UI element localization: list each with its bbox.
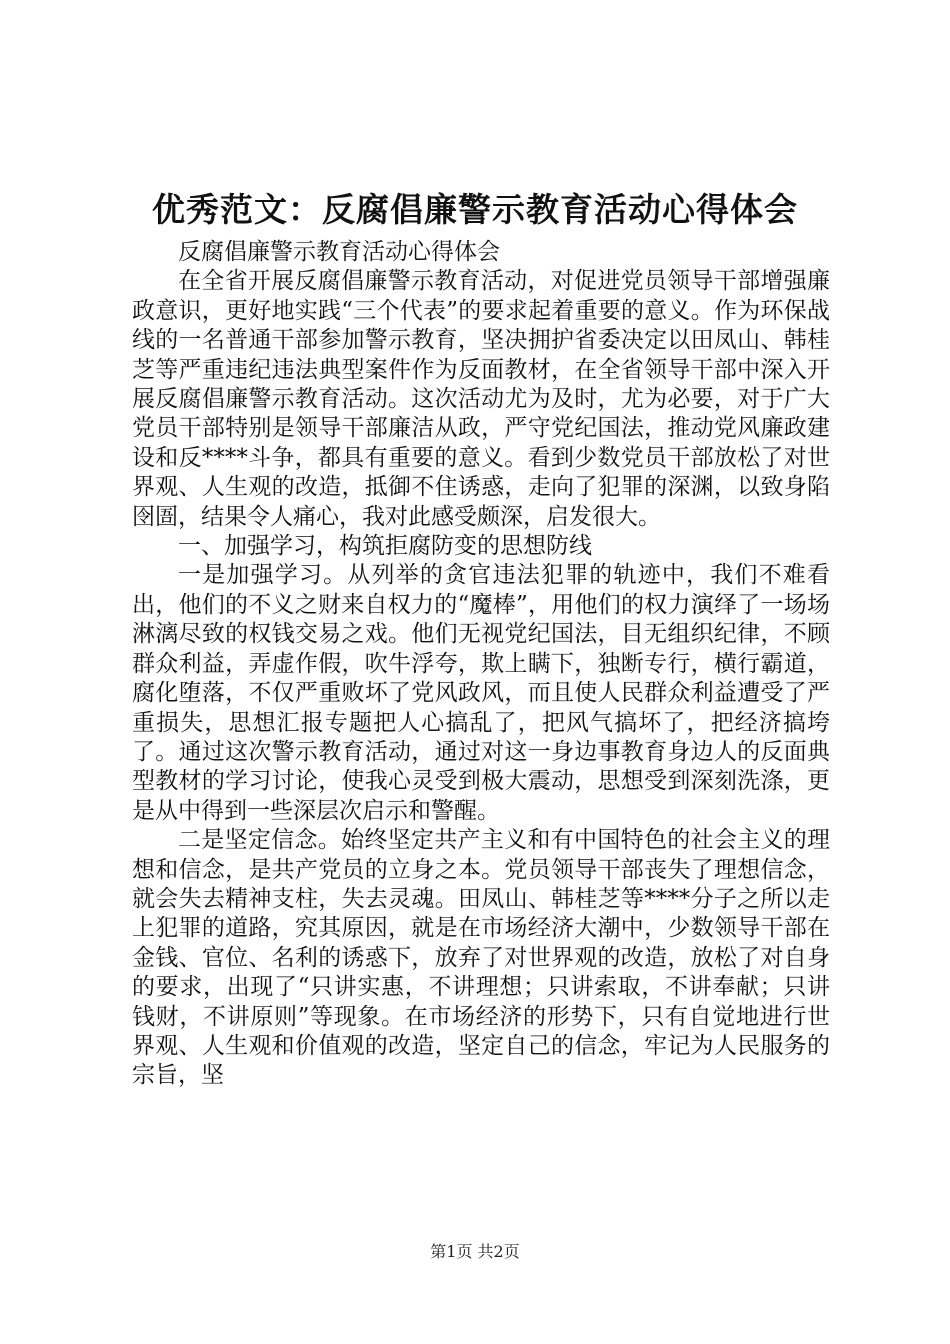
document-title: 优秀范文：反腐倡廉警示教育活动心得体会 — [152, 190, 798, 229]
body-paragraph: 一是加强学习。从列举的贪官违法犯罪的轨迹中，我们不难看出，他们的不义之财来自权力的“魔棒”，用他们的权力演绎了一场场淋漓尽致的权钱交易之戏。他们无视党纪国法，目无组织纪律，不顾群众利益，弄虚作假，吹牛浮夸，欺上瞒下，独断专行，横行霸道，腐化堕落，不仅严重败坏了党风政风，而且使人民群众利益遭受了严重损失，思想汇报专题把人心搞乱了，把风气搞坏了，把经济搞垮了。通过这次警示教育活动，通过对这一身边事教育身边人的反面典型教材的学习讨论，使我心灵受到极大震动，思想受到深刻洗涤，更是从中得到一些深层次启示和警醒。 — [132, 562, 830, 824]
page-footer: 第1页 共2页 — [430, 1242, 520, 1261]
subtitle-paragraph: 反腐倡廉警示教育活动心得体会 — [178, 239, 500, 265]
document-body — [132, 238, 830, 1091]
section-heading: 一、加强学习，构筑拒腐防变的思想防线 — [178, 533, 592, 560]
body-paragraph: 二是坚定信念。始终坚定共产主义和有中国特色的社会主义的理想和信念，是共产党员的立身之本。党员领导干部丧失了理想信念，就会失去精神支柱，失去灵魂。田凤山、韩桂芝等****分子之所以走上犯罪的道路，究其原因，就是在市场经济大潮中，少数领导干部在金钱、官位、名利的诱惑下，放弃了对世界观的改造，放松了对自身的要求，出现了“只讲实惠，不讲理想；只讲索取，不讲奉献；只讲钱财，不讲原则”等现象。在市场经济的形势下，只有自觉地进行世界观、人生观和价值观的改造，坚定自己的信念，牢记为人民服务的宗旨，坚 — [132, 827, 830, 1089]
intro-paragraph: 在全省开展反腐倡廉警示教育活动，对促进党员领导干部增强廉政意识，更好地实践“三个代表”的要求起着重要的意义。作为环保战线的一名普通干部参加警示教育，坚决拥护省委决定以田凤山、韩桂芝等严重违纪违法典型案件作为反面教材，在全省领导干部中深入开展反腐倡廉警示教育活动。这次活动尤为及时，尤为必要，对于广大党员干部特别是领导干部廉洁从政，严守党纪国法，推动党风廉政建设和反****斗争，都具有重要的意义。看到少数党员干部放松了对世界观、人生观的改造，抵御不住诱惑，走向了犯罪的深渊，以致身陷囹圄，结果令人痛心，我对此感受颇深，启发很大。 — [132, 268, 830, 530]
